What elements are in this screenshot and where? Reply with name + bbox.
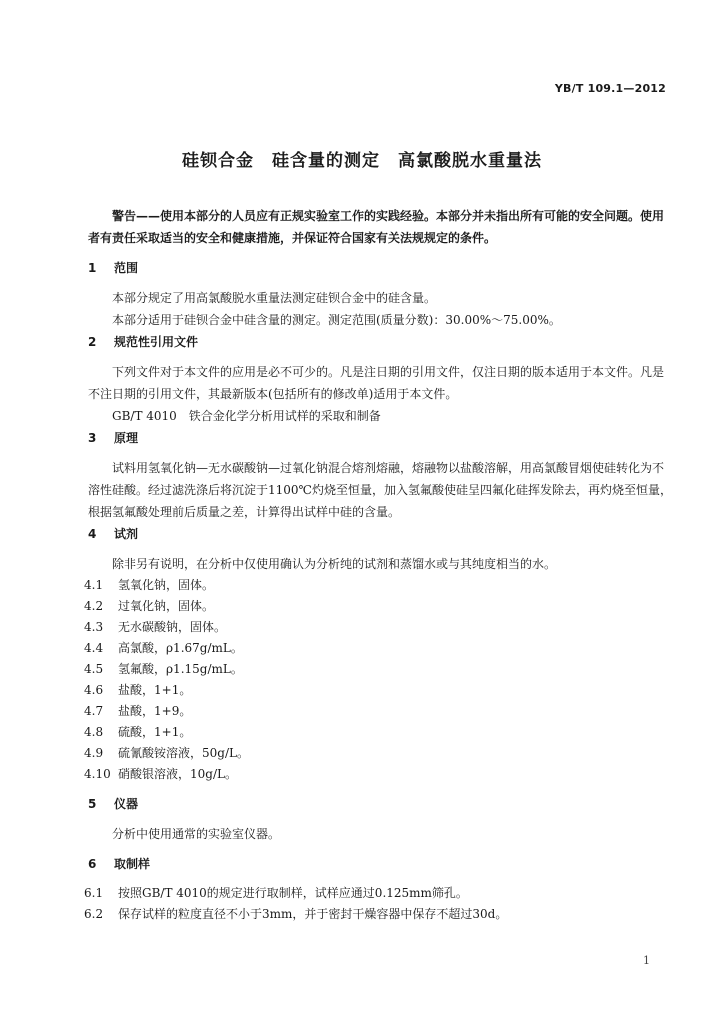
list-item — [84, 638, 672, 659]
list-item — [84, 659, 672, 680]
paragraph: 试料用氢氧化钠—无水碳酸钠—过氧化钠混合熔剂熔融，熔融物以盐酸溶解，用高氯酸冒烟使硅转化为不溶性硅酸。经过滤洗涤后将沉淀于1100℃灼烧至恒量，加入氢氟酸使硅呈四氟化硅挥发除去，再灼烧至恒量，根据氢氟酸处理前后质量之差，计算得出试样中硅的含量。 — [88, 461, 672, 519]
item-number: 4.4 — [84, 641, 104, 655]
section-title: 仪器 — [114, 797, 139, 811]
item-number: 4.1 — [84, 578, 104, 592]
section-heading — [88, 793, 672, 815]
item-number: 4.2 — [84, 599, 104, 613]
item-number: 4.8 — [84, 725, 104, 739]
list-item — [84, 883, 672, 904]
item-number: 6.1 — [84, 886, 104, 900]
list-item — [84, 596, 672, 617]
section-title: 范围 — [114, 261, 139, 275]
item-number: 4.7 — [84, 704, 104, 718]
section-title: 试剂 — [114, 527, 139, 541]
item-text: 保存试样的粒度直径不小于3mm，并于密封干燥容器中保存不超过30d。 — [118, 907, 508, 921]
item-number: 4.9 — [84, 746, 104, 760]
section-heading — [88, 331, 672, 353]
item-text: 氢氧化钠，固体。 — [118, 578, 215, 592]
item-number: 4.5 — [84, 662, 104, 676]
page-number: 1 — [643, 954, 650, 967]
warning-paragraph: 警告——使用本部分的人员应有正规实验室工作的实践经验。本部分并未指出所有可能的安全问题。使用者有责任采取适当的安全和健康措施，并保证符合国家有关法规规定的条件。 — [88, 209, 665, 245]
item-text: 硫氰酸铵溶液，50g/L。 — [118, 746, 249, 760]
item-number: 4.3 — [84, 620, 104, 634]
section-number: 5 — [88, 797, 97, 811]
section-number: 4 — [88, 527, 97, 541]
section-heading — [88, 427, 672, 449]
section-title: 规范性引用文件 — [114, 335, 199, 349]
section-title: 原理 — [114, 431, 139, 445]
section-heading — [88, 257, 672, 279]
paragraph: 本部分适用于硅钡合金中硅含量的测定。测定范围(质量分数)：30.00%～75.00%。 — [112, 313, 561, 327]
list-item — [84, 904, 672, 925]
item-number: 6.2 — [84, 907, 104, 921]
section-number: 6 — [88, 857, 97, 871]
section-number: 1 — [88, 261, 97, 275]
item-number: 4.6 — [84, 683, 104, 697]
item-text: 无水碳酸钠，固体。 — [118, 620, 227, 634]
list-item — [84, 722, 672, 743]
standard-number: YB/T 109.1—2012 — [554, 82, 666, 95]
paragraph: GB/T 4010 铁合金化学分析用试样的采取和制备 — [112, 409, 381, 423]
item-text: 盐酸，1+9。 — [118, 704, 192, 718]
paragraph: 下列文件对于本文件的应用是必不可少的。凡是注日期的引用文件，仅注日期的版本适用于本文件。凡是不注日期的引用文件，其最新版本(包括所有的修改单)适用于本文件。 — [88, 365, 665, 401]
item-text: 高氯酸，ρ1.67g/mL。 — [118, 641, 243, 655]
item-text: 按照GB/T 4010的规定进行取制样，试样应通过0.125mm筛孔。 — [118, 886, 468, 900]
paragraph: 分析中使用通常的实验室仪器。 — [112, 827, 281, 841]
paragraph: 除非另有说明，在分析中仅使用确认为分析纯的试剂和蒸馏水或与其纯度相当的水。 — [112, 557, 557, 571]
item-text: 氢氟酸，ρ1.15g/mL。 — [118, 662, 243, 676]
section-heading — [88, 853, 672, 875]
section-number: 2 — [88, 335, 97, 349]
list-item — [84, 617, 672, 638]
item-text: 硫酸，1+1。 — [118, 725, 192, 739]
item-text: 盐酸，1+1。 — [118, 683, 192, 697]
list-item — [84, 575, 672, 596]
paragraph: 本部分规定了用高氯酸脱水重量法测定硅钡合金中的硅含量。 — [112, 291, 437, 305]
list-item — [84, 764, 672, 785]
item-text: 过氧化钠，固体。 — [118, 599, 215, 613]
section-title: 取制样 — [114, 857, 151, 871]
document-title: 硅钡合金 硅含量的测定 高氯酸脱水重量法 — [182, 151, 542, 171]
list-item — [84, 701, 672, 722]
item-number: 4.10 — [84, 767, 111, 781]
list-item — [84, 680, 672, 701]
item-text: 硝酸银溶液，10g/L。 — [118, 767, 237, 781]
list-item — [84, 743, 672, 764]
section-heading — [88, 523, 672, 545]
section-number: 3 — [88, 431, 97, 445]
document-body — [84, 205, 672, 925]
